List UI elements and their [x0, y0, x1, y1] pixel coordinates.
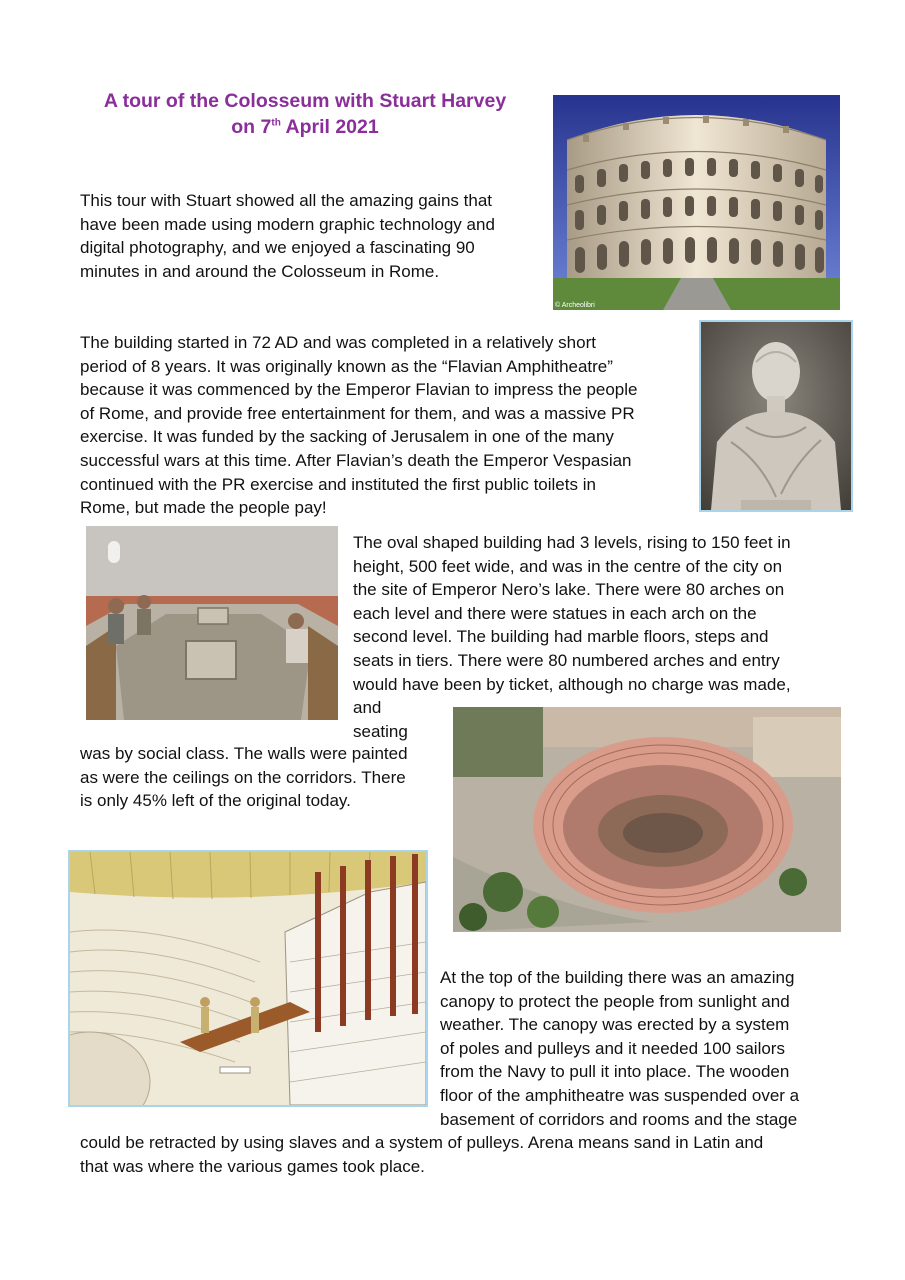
history-line: Rome, but made the people pay!: [80, 498, 327, 518]
roman-toilets-image: [86, 526, 338, 720]
canopy-line: that was where the various games took place.: [80, 1156, 425, 1176]
canopy-line: could be retracted by using slaves and a system of pulleys. Arena means sand in Latin and: [80, 1133, 764, 1152]
history-line: The building started in 72 AD and was completed in a relatively short: [80, 333, 596, 352]
canopy-illustration-image: [68, 850, 428, 1107]
history-line: because it was commenced by the Emperor Flavian to impress the people: [80, 380, 638, 400]
title-date-rest: April 2021: [280, 116, 379, 138]
canopy-line: of poles and pulleys and it needed 100 sailors: [440, 1038, 785, 1058]
structure-line: was by social class. The walls were painted: [80, 744, 408, 763]
intro-line: have been made using modern graphic technology and: [80, 214, 495, 234]
structure-line: second level. The building had marble floors, steps and: [353, 627, 769, 647]
title-line-1: A tour of the Colosseum with Stuart Harvey: [103, 90, 507, 112]
history-line: of Rome, and provide free entertainment for them, and was a massive PR: [80, 403, 635, 423]
structure-line: as were the ceilings on the corridors. There: [80, 767, 406, 787]
title-date-prefix: on 7: [231, 116, 272, 138]
structure-line: seating: [353, 721, 408, 741]
page-title: [60, 88, 550, 140]
canopy-paragraph: [440, 966, 799, 1131]
structure-line: seats in tiers. There were 80 numbered arches and entry: [353, 650, 780, 670]
intro-line: digital photography, and we enjoyed a fascinating 90: [80, 238, 475, 258]
history-paragraph: [80, 331, 638, 520]
emperor-bust-image: [699, 320, 853, 512]
history-line: period of 8 years. It was originally known as the “Flavian Amphitheatre”: [80, 356, 613, 376]
canopy-line: At the top of the building there was an amazing: [440, 968, 795, 987]
canopy-line: basement of corridors and rooms and the stage: [440, 1109, 798, 1129]
canopy-line: from the Navy to pull it into place. The wooden: [440, 1062, 790, 1082]
colosseum-reconstruction-image: [553, 95, 840, 310]
history-line: exercise. It was funded by the sacking of Jerusalem in one of the many: [80, 427, 614, 447]
canopy-line: weather. The canopy was erected by a system: [440, 1015, 790, 1035]
history-line: continued with the PR exercise and instituted the first public toilets in: [80, 474, 596, 494]
structure-line: and: [353, 698, 382, 718]
colosseum-aerial-image: [453, 707, 841, 932]
intro-line: This tour with Stuart showed all the amazing gains that: [80, 191, 492, 210]
canopy-line: canopy to protect the people from sunlight and: [440, 991, 790, 1011]
structure-line: the site of Emperor Nero’s lake. There were 80 arches on: [353, 580, 785, 600]
structure-line: The oval shaped building had 3 levels, rising to 150 feet in: [353, 533, 791, 552]
structure-line: each level and there were statues in each arch on the: [353, 603, 757, 623]
photo-credit: © Archeolibri: [555, 302, 595, 309]
structure-line: would have been by ticket, although no charge was made,: [353, 674, 791, 694]
intro-line: minutes in and around the Colosseum in Rome.: [80, 261, 440, 281]
title-date-suffix: th: [271, 117, 281, 129]
intro-paragraph: [80, 189, 495, 283]
structure-line: height, 500 feet wide, and was in the centre of the city on: [353, 556, 783, 576]
canopy-paragraph-continued: [80, 1131, 763, 1178]
structure-line: is only 45% left of the original today.: [80, 791, 351, 811]
structure-paragraph-continued: [80, 742, 408, 813]
history-line: successful wars at this time. After Flavian’s death the Emperor Vespasian: [80, 450, 632, 470]
title-line-2: [60, 114, 550, 140]
canopy-line: floor of the amphitheatre was suspended over a: [440, 1085, 800, 1105]
